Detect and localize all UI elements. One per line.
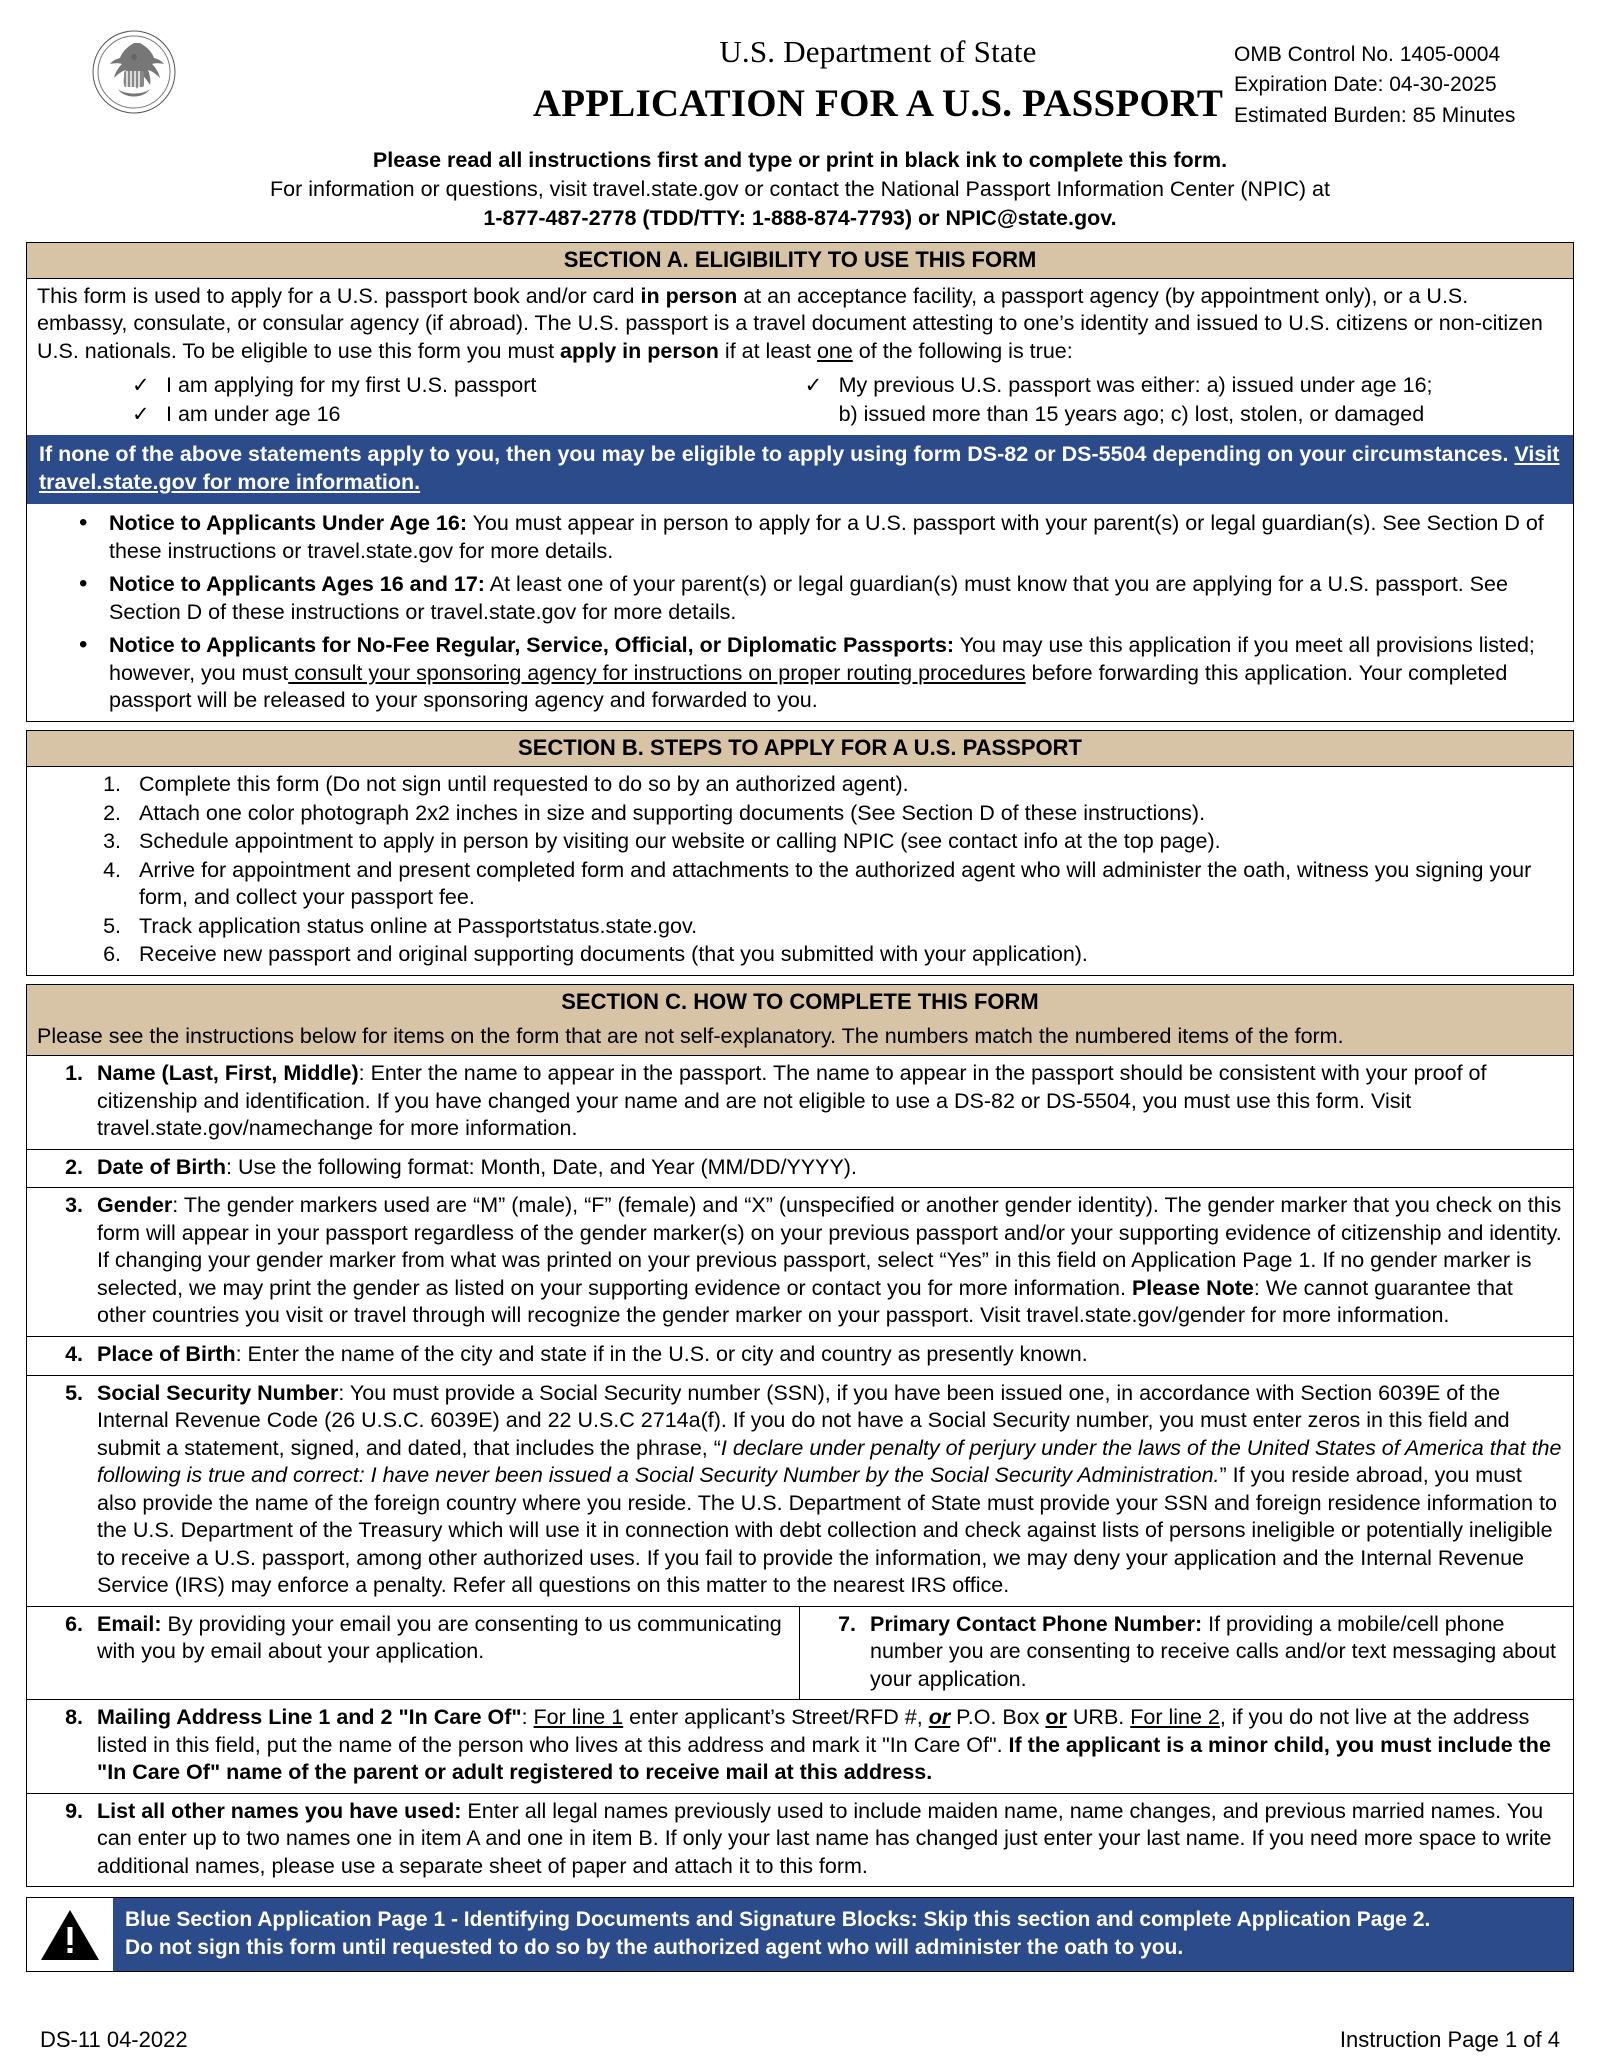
eligibility-item-label: I am under age 16 [166,401,341,426]
instruction-item-2 [27,1149,1573,1188]
eligibility-item-label: My previous U.S. passport was either: a) issued under age 16; [838,373,1433,398]
department-name: U.S. Department of State [719,34,1037,69]
item-number: 7. [838,1611,856,1636]
eligibility-checklist [37,372,1563,429]
item-number: 5. [65,1380,83,1405]
applicant-notices-list [27,510,1573,715]
item-text: Date of Birth: Use the following format: Month, Date, and Year (MM/DD/YYYY). [97,1154,857,1179]
item-text: Gender: The gender markers used are “M” (male), “F” (female) and “X” (unspecified or another gender identity). The gender marker that you check on this form will appear in your passport regardless of the gender marker(s) on your previous passport and/or your supporting evidence of citizenship and identity. If changing your gender marker from what was printed on your previous passport, select “Yes” in this field on Application Page 1. If no gender marker is selected, we may print the gender as listed on your supporting evidence or contact you for more information. Please Note: We cannot guarantee that other countries you visit or travel through will recognize the gender marker on your passport. Visit travel.state.gov/gender for more information. [97,1193,1562,1328]
instruction-item-8 [27,1699,1573,1793]
instruction-items-6-7 [27,1606,1573,1700]
item-number: 4. [65,1342,83,1366]
instruction-item-4 [27,1336,1573,1375]
instruction-item-3 [27,1187,1573,1336]
section-a-body [27,279,1573,436]
eligibility-item-label: I am applying for my first U.S. passport [166,373,537,398]
eligibility-item-continuation: b) issued more than 15 years ago; c) lost, stolen, or damaged [838,401,1425,426]
eligibility-item [805,372,1563,400]
eligibility-alternate-forms-band: If none of the above statements apply to you, then you may be eligible to apply using form DS-82 or DS-5504 depending on your circumstances. Visit travel.state.gov for more information. [27,435,1573,504]
section-c-subheading: Please see the instructions below for items on the form that are not self-explanatory. The numbers match the numbered items of the form. [27,1020,1573,1056]
list-item: • Notice to Applicants Under Age 16: You must appear in person to apply for a U.S. passport with your parent(s) or legal guardian(s). See Section D of these instructions or travel.state.gov for more details. [79,510,1573,565]
checkmark-icon: ✓ [804,373,823,398]
section-b-heading: SECTION B. STEPS TO APPLY FOR A U.S. PASSPORT [27,731,1573,767]
item-number: 1. [65,1061,83,1086]
read-instructions-phone: 1-877-487-2778 (TDD/TTY: 1-888-874-7793) or NPIC@state.gov. [483,206,1117,231]
section-c [26,984,1574,1888]
section-a [26,242,1574,722]
instruction-item-6 [27,1607,800,1700]
item-text: Social Security Number: You must provide a Social Security number (SSN), if you have been issued one, in accordance with Section 6039E of the Internal Revenue Code (26 U.S.C. 6039E) and 22 U.S.C 2714a(f). If you do not have a Social Security number, you must enter zeros in this field and submit a statement, signed, and dated, that includes the phrase, “I declare under penalty of perjury under the laws of the United States of America that the following is true and correct: I have never been issued a Social Security Number by the Social Security Administration.” If you reside abroad, you must also provide the name of the foreign country where you reside. The U.S. Department of State must provide your SSN and foreign residence information to the U.S. Department of the Treasury which will use it in connection with debt collection and check against lists of persons ineligible or potentially ineligible to receive a U.S. passport, among other authorized uses. If you fail to provide the information, we may deny your application and the Internal Revenue Service (IRS) may enforce a penalty. Refer all questions on this matter to the nearest IRS office. [97,1380,1562,1598]
checkmark-icon: ✓ [132,401,150,426]
checkmark-icon: ✓ [132,373,150,398]
eligibility-item [132,372,805,400]
list-item: 6. Receive new passport and original supporting documents (that you submitted with your application). [127,941,1573,969]
signature-warning [26,1897,1574,1971]
warning-line-2: Do not sign this form until requested to do so by the authorized agent who will administer the oath to you. [125,1936,1184,1959]
page-number: Instruction Page 1 of 4 [1339,2026,1560,2052]
section-a-heading: SECTION A. ELIGIBILITY TO USE THIS FORM [27,243,1573,279]
item-number: 2. [65,1154,83,1179]
read-instructions-contact: For information or questions, visit travel.state.gov or contact the National Passport Information Center (NPIC) at [270,177,1330,202]
omb-estimated-burden: Estimated Burden: 85 Minutes [1234,103,1516,127]
instruction-item-1 [27,1055,1573,1149]
section-a-intro: This form is used to apply for a U.S. passport book and/or card in person at an acceptance facility, a passport agency (by appointment only), or a U.S. embassy, consulate, or consular agency (if abroad). The U.S. passport is a travel document attesting to one’s identity and issued to U.S. citizens or non-citizen U.S. nationals. To be eligible to use this form you must apply in person if at least one of the following is true: [37,283,1543,363]
page-title: APPLICATION FOR A U.S. PASSPORT [532,81,1224,125]
omb-info [1234,40,1564,131]
list-item: 5. Track application status online at Passportstatus.state.gov. [127,913,1573,941]
list-item: 2. Attach one color photograph 2x2 inches in size and supporting documents (See Section D of these instructions). [127,800,1573,828]
eligibility-item [132,401,805,429]
list-item: 4. Arrive for appointment and present completed form and attachments to the authorized agent who will administer the oath, witness you signing your form, and collect your passport fee. [127,857,1573,912]
item-text: Place of Birth: Enter the name of the city and state if in the U.S. or city and country as presently known. [97,1342,1088,1366]
page-header [26,18,1574,138]
read-instructions-block [26,146,1574,234]
omb-expiration-date: Expiration Date: 04-30-2025 [1234,73,1497,97]
instruction-item-5 [27,1375,1573,1606]
item-text: Mailing Address Line 1 and 2 "In Care Of": For line 1 enter applicant’s Street/RFD #, or P.O. Box or URB. For line 2, if you do not live at the address listed in this field, put the name of the person who lives at this address and mark it "In Care Of". If the applicant is a minor child, you must include the "In Care Of" name of the parent or adult registered to receive mail at this address. [97,1705,1551,1785]
item-number: 9. [65,1798,83,1823]
us-great-seal-icon [86,22,182,122]
item-text: Email: By providing your email you are consenting to us communicating with you by email about your application. [97,1611,782,1664]
item-text: Name (Last, First, Middle): Enter the name to appear in the passport. The name to appear in the passport should be consistent with your proof of citizenship and identification. If you have changed your name and are not eligible to use a DS-82 or DS-5504, you must use this form. Visit travel.state.gov/namechange for more information. [97,1061,1487,1141]
omb-control-number: OMB Control No. 1405-0004 [1234,43,1501,66]
read-instructions-bold: Please read all instructions first and type or print in black ink to complete this form. [372,148,1228,172]
list-item: 1. Complete this form (Do not sign until requested to do so by an authorized agent). [127,771,1573,799]
apply-steps-list [27,771,1573,969]
item-text: List all other names you have used: Enter all legal names previously used to include maiden name, name changes, and previous married names. You can enter up to two names one in item A and one in item B. If only your last name has changed just enter your last name. If you need more space to write additional names, please use a separate sheet of paper and attach it to this form. [97,1798,1552,1878]
item-text: Primary Contact Phone Number: If providing a mobile/cell phone number you are consenting to receive calls and/or text messaging about your application. [870,1611,1557,1691]
travel-state-gov-link[interactable]: Visit travel.state.gov for more information. [39,442,1560,495]
item-number: 8. [65,1705,83,1730]
eligibility-right-column [805,372,1563,429]
instruction-item-7 [800,1607,1573,1700]
eligibility-left-column [132,372,805,429]
warning-triangle-icon [27,1898,113,1970]
section-b [26,730,1574,976]
form-id: DS-11 04-2022 [40,2026,188,2052]
instruction-item-9 [27,1793,1573,1887]
list-item: • Notice to Applicants Ages 16 and 17: At least one of your parent(s) or legal guardian(s) must know that you are applying for a U.S. passport. See Section D of these instructions or travel.state.gov for more details. [79,571,1573,626]
page-footer [26,2026,1574,2054]
warning-text [113,1898,1573,1970]
list-item: • Notice to Applicants for No-Fee Regular, Service, Official, or Diplomatic Passports: You may use this application if you meet all provisions listed; however, you must consult your sponsoring agency for instructions on proper routing procedures before forwarding this application. Your completed passport will be released to your sponsoring agency and forwarded to you. [79,632,1573,715]
item-number: 6. [65,1611,83,1636]
warning-line-1: Blue Section Application Page 1 - Identifying Documents and Signature Blocks: Skip this section and complete Application Page 2. [125,1908,1431,1932]
item-number: 3. [65,1193,83,1218]
section-c-heading: SECTION C. HOW TO COMPLETE THIS FORM [27,985,1573,1020]
list-item: 3. Schedule appointment to apply in person by visiting our website or calling NPIC (see contact info at the top page). [127,828,1573,856]
